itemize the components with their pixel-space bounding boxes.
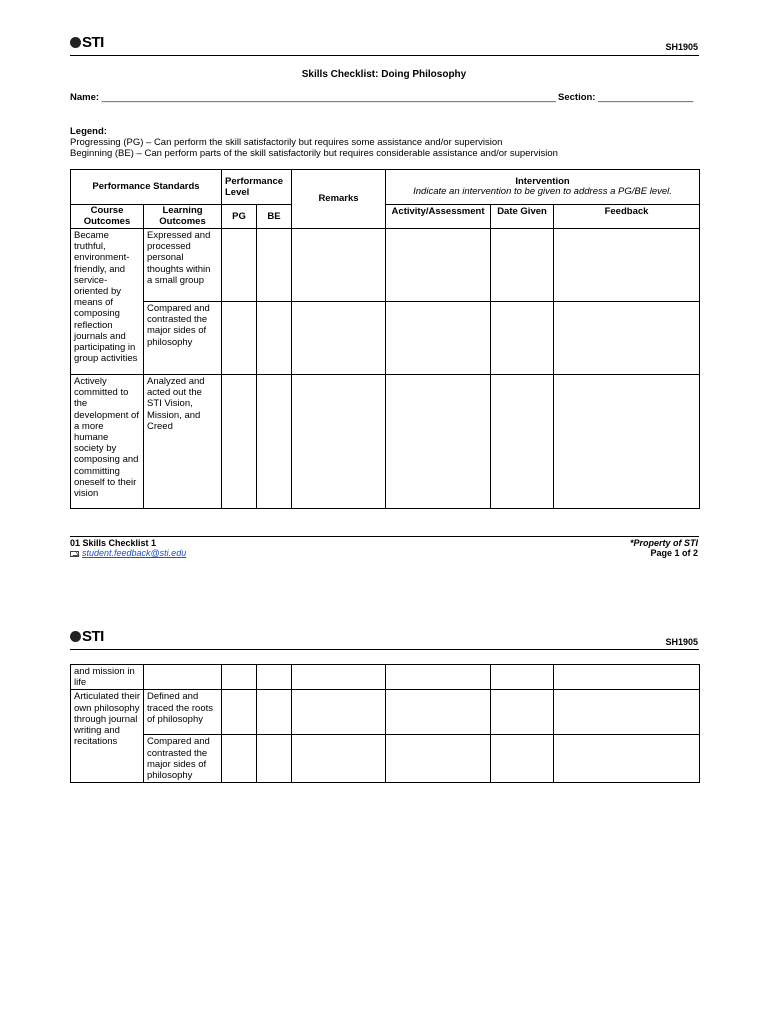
remarks-cell[interactable] [292,302,386,375]
feedback-cell[interactable] [554,665,700,690]
name-label: Name: [70,92,100,103]
learning-outcome-cell: Defined and traced the roots of philosophy [144,690,222,735]
activity-cell[interactable] [386,735,491,783]
feedback-cell[interactable] [554,229,700,302]
pg-cell[interactable] [222,229,257,302]
activity-cell[interactable] [386,690,491,735]
be-cell[interactable] [257,735,292,783]
date-given-cell[interactable] [491,302,554,375]
activity-cell[interactable] [386,665,491,690]
be-cell[interactable] [257,665,292,690]
remarks-cell[interactable] [292,665,386,690]
date-given-cell[interactable] [491,735,554,783]
learning-outcome-cell: Analyzed and acted out the STI Vision, Mission, and Creed [144,375,222,509]
date-given-cell[interactable] [491,375,554,509]
pg-cell[interactable] [222,735,257,783]
skills-checklist-table-continued [70,664,700,783]
sti-logo-text: STI [82,34,104,51]
sti-logo [70,34,104,51]
header-performance-standards: Performance Standards [71,170,222,205]
learning-outcome-cell [144,665,222,690]
feedback-cell[interactable] [554,302,700,375]
document-code: SH1905 [665,637,698,647]
sti-logo-text: STI [82,628,104,645]
date-given-cell[interactable] [491,665,554,690]
section-line: __________________ [598,92,694,103]
pg-cell[interactable] [222,375,257,509]
intervention-note: Indicate an intervention to be given to address a PG/BE level. [413,186,672,197]
header-activity-assessment: Activity/Assessment [386,205,491,229]
footer-email[interactable] [70,548,186,558]
be-cell[interactable] [257,690,292,735]
be-cell[interactable] [257,229,292,302]
course-outcome-cell: Actively committed to the development of a more humane society by composing and committing oneself to their vision [71,375,144,509]
remarks-cell[interactable] [292,229,386,302]
pg-cell[interactable] [222,690,257,735]
section-field[interactable] [558,92,693,103]
sti-logo-icon [70,631,81,642]
learning-outcome-cell: Compared and contrasted the major sides of philosophy [144,735,222,783]
sti-logo-icon [70,37,81,48]
document-code: SH1905 [665,42,698,52]
be-cell[interactable] [257,375,292,509]
feedback-cell[interactable] [554,735,700,783]
feedback-cell[interactable] [554,690,700,735]
legend [70,126,558,159]
header-pg: PG [222,205,257,229]
name-field[interactable] [70,92,556,103]
footer-property: *Property of STI [629,538,698,548]
page-title: Skills Checklist: Doing Philosophy [301,69,467,80]
section-label: Section: [558,92,596,103]
header-learning-outcomes: Learning Outcomes [144,205,222,229]
name-line: ______________________________________________________________________________________ [101,92,557,103]
sti-logo [70,628,104,645]
header-performance-level: Performance Level [222,170,292,205]
learning-outcome-cell: Compared and contrasted the major sides of philosophy [144,302,222,375]
remarks-cell[interactable] [292,375,386,509]
pg-cell[interactable] [222,302,257,375]
feedback-cell[interactable] [554,375,700,509]
header-course-outcomes: Course Outcomes [71,205,144,229]
be-cell[interactable] [257,302,292,375]
learning-outcome-cell: Expressed and processed personal thoughts within a small group [144,229,222,302]
legend-item-be: Beginning (BE) – Can perform parts of the skill satisfactorily but requires considerable assistance and/or supervision [70,148,558,159]
footer-rule [70,536,699,537]
remarks-cell[interactable] [292,690,386,735]
date-given-cell[interactable] [491,690,554,735]
footer-page-number: Page 1 of 2 [650,548,698,558]
header-date-given: Date Given [491,205,554,229]
footer-doc-name: 01 Skills Checklist 1 [70,538,157,548]
skills-checklist-table [70,169,700,509]
course-outcome-cell: and mission in life [71,665,144,690]
activity-cell[interactable] [386,302,491,375]
header-rule [70,649,699,650]
feedback-email-link[interactable]: student.feedback@sti.edu [82,548,187,558]
header-remarks: Remarks [292,170,386,229]
remarks-cell[interactable] [292,735,386,783]
intervention-title: Intervention [515,175,570,187]
pg-cell[interactable] [222,665,257,690]
mail-icon [70,551,79,557]
date-given-cell[interactable] [491,229,554,302]
activity-cell[interactable] [386,229,491,302]
header-feedback: Feedback [554,205,700,229]
activity-cell[interactable] [386,375,491,509]
legend-item-pg: Progressing (PG) – Can perform the skill satisfactorily but requires some assistance and/or supervision [70,137,503,148]
legend-heading: Legend: [70,126,107,137]
course-outcome-cell: Became truthful, environment-friendly, and service-oriented by means of composing reflection journals and participating in group activities [71,229,144,375]
header-rule [70,55,699,56]
header-intervention [386,170,700,205]
header-be: BE [257,205,292,229]
course-outcome-cell: Articulated their own philosophy through journal writing and recitations [71,690,144,783]
